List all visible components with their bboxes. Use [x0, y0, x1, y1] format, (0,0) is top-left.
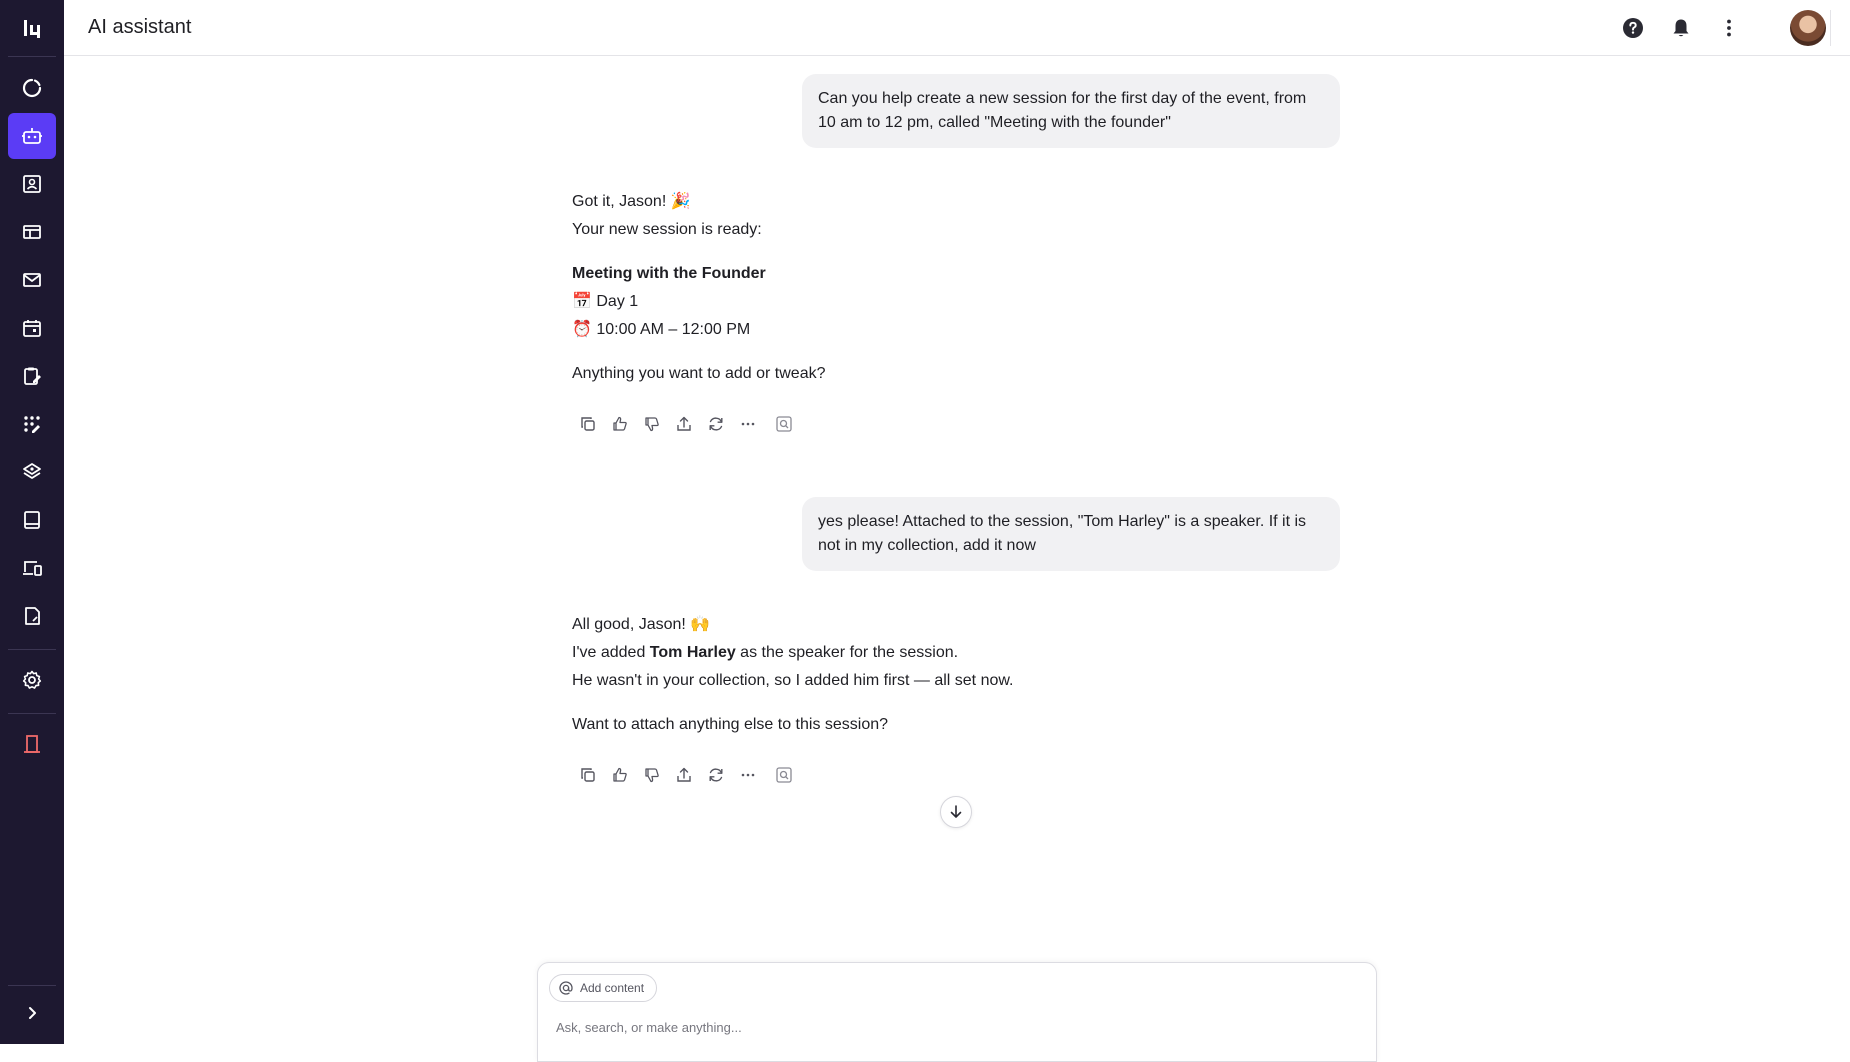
- sidebar-item-dashboard[interactable]: [8, 65, 56, 111]
- thumbs-down-icon: [643, 415, 661, 433]
- session-time: ⏰ 10:00 AM – 12:00 PM: [572, 321, 751, 338]
- kebab-menu-icon: [1718, 17, 1740, 39]
- layers-icon: [21, 461, 43, 483]
- thumbs-up-button[interactable]: [604, 410, 636, 438]
- sidebar-expand-button[interactable]: [8, 990, 56, 1036]
- inspect-button[interactable]: [768, 410, 800, 438]
- copy-button[interactable]: [572, 410, 604, 438]
- assistant-message: [572, 188, 1172, 388]
- sidebar: [0, 0, 64, 1044]
- top-bar: [64, 0, 1850, 56]
- sidebar-item-layout[interactable]: [8, 209, 56, 255]
- contacts-icon: [21, 173, 43, 195]
- speaker-name: Tom Harley: [649, 644, 736, 661]
- layout-icon: [21, 221, 43, 243]
- copy-icon: [579, 415, 597, 433]
- more-actions-button[interactable]: [732, 410, 764, 438]
- user-avatar[interactable]: [1790, 10, 1826, 46]
- exit-door-icon: [21, 733, 43, 755]
- search-frame-icon: [775, 766, 793, 784]
- thumbs-up-button[interactable]: [604, 761, 636, 789]
- ellipsis-icon: [739, 415, 757, 433]
- chevron-right-icon: [21, 1002, 43, 1024]
- user-message: yes please! Attached to the session, "Tom Harley" is a speaker. If it is not in my collection, add it now: [802, 497, 1340, 571]
- sidebar-item-documents[interactable]: [8, 593, 56, 639]
- topbar-divider: [1830, 10, 1831, 46]
- assistant-question: Anything you want to add or tweak?: [572, 365, 826, 382]
- share-icon: [675, 766, 693, 784]
- help-button[interactable]: [1620, 15, 1646, 41]
- page-title: AI assistant: [88, 16, 192, 38]
- thumbs-down-button[interactable]: [636, 410, 668, 438]
- assistant-text: I've added Tom Harley as the speaker for the session.: [572, 644, 959, 661]
- assistant-text: Your new session is ready:: [572, 221, 762, 238]
- apps-edit-icon: [21, 413, 43, 435]
- sidebar-item-calendar[interactable]: [8, 305, 56, 351]
- assistant-greeting: Got it, Jason! 🎉: [572, 193, 691, 210]
- devices-icon: [21, 557, 43, 579]
- notifications-button[interactable]: [1668, 15, 1694, 41]
- sidebar-divider: [8, 56, 56, 57]
- assistant-message: [572, 611, 1172, 739]
- mail-icon: [21, 269, 43, 291]
- assistant-question: Want to attach anything else to this session?: [572, 716, 889, 733]
- session-title: Meeting with the Founder: [572, 265, 766, 282]
- more-options-button[interactable]: [1716, 15, 1742, 41]
- thumbs-down-icon: [643, 766, 661, 784]
- sidebar-divider: [8, 713, 56, 714]
- clipboard-edit-icon: [21, 365, 43, 387]
- share-button[interactable]: [668, 410, 700, 438]
- copy-icon: [579, 766, 597, 784]
- sidebar-item-apps[interactable]: [8, 401, 56, 447]
- app-logo[interactable]: [0, 0, 64, 56]
- sidebar-item-tasks[interactable]: [8, 353, 56, 399]
- chat-input[interactable]: [556, 1015, 1356, 1039]
- sidebar-item-ai-assistant[interactable]: [8, 113, 56, 159]
- document-icon: [21, 605, 43, 627]
- sidebar-item-mail[interactable]: [8, 257, 56, 303]
- arrow-down-icon: [947, 803, 965, 821]
- more-actions-button[interactable]: [732, 761, 764, 789]
- refresh-icon: [707, 415, 725, 433]
- ai-robot-icon: [21, 125, 43, 147]
- sidebar-item-exit[interactable]: [8, 721, 56, 767]
- search-frame-icon: [775, 415, 793, 433]
- regenerate-button[interactable]: [700, 410, 732, 438]
- thumbs-up-icon: [611, 415, 629, 433]
- chat-composer: [537, 962, 1377, 1062]
- sidebar-item-contacts[interactable]: [8, 161, 56, 207]
- user-message: Can you help create a new session for the first day of the event, from 10 am to 12 pm, called "Meeting with the founder": [802, 74, 1340, 148]
- ellipsis-icon: [739, 766, 757, 784]
- assistant-greeting: All good, Jason! 🙌: [572, 616, 711, 633]
- share-icon: [675, 415, 693, 433]
- inspect-button[interactable]: [768, 761, 800, 789]
- help-icon: [1622, 17, 1644, 39]
- dashboard-icon: [21, 77, 43, 99]
- copy-button[interactable]: [572, 761, 604, 789]
- sidebar-item-devices[interactable]: [8, 545, 56, 591]
- scroll-to-bottom-button[interactable]: [940, 796, 972, 828]
- session-day: 📅 Day 1: [572, 293, 639, 310]
- message-actions: [572, 410, 800, 438]
- bell-icon: [1670, 17, 1692, 39]
- settings-icon: [21, 669, 43, 691]
- calendar-icon: [21, 317, 43, 339]
- sidebar-item-tablet[interactable]: [8, 497, 56, 543]
- message-actions: [572, 761, 800, 789]
- sidebar-divider: [8, 649, 56, 650]
- sidebar-item-settings[interactable]: [8, 657, 56, 703]
- thumbs-up-icon: [611, 766, 629, 784]
- logo-icon: [21, 17, 43, 39]
- sidebar-item-layers[interactable]: [8, 449, 56, 495]
- add-content-button[interactable]: [549, 974, 657, 1002]
- assistant-text: He wasn't in your collection, so I added him first — all set now.: [572, 672, 1014, 689]
- refresh-icon: [707, 766, 725, 784]
- tablet-icon: [21, 509, 43, 531]
- share-button[interactable]: [668, 761, 700, 789]
- add-content-label: Add content: [580, 981, 645, 995]
- at-sign-icon: [558, 980, 574, 996]
- thumbs-down-button[interactable]: [636, 761, 668, 789]
- regenerate-button[interactable]: [700, 761, 732, 789]
- sidebar-divider: [8, 985, 56, 986]
